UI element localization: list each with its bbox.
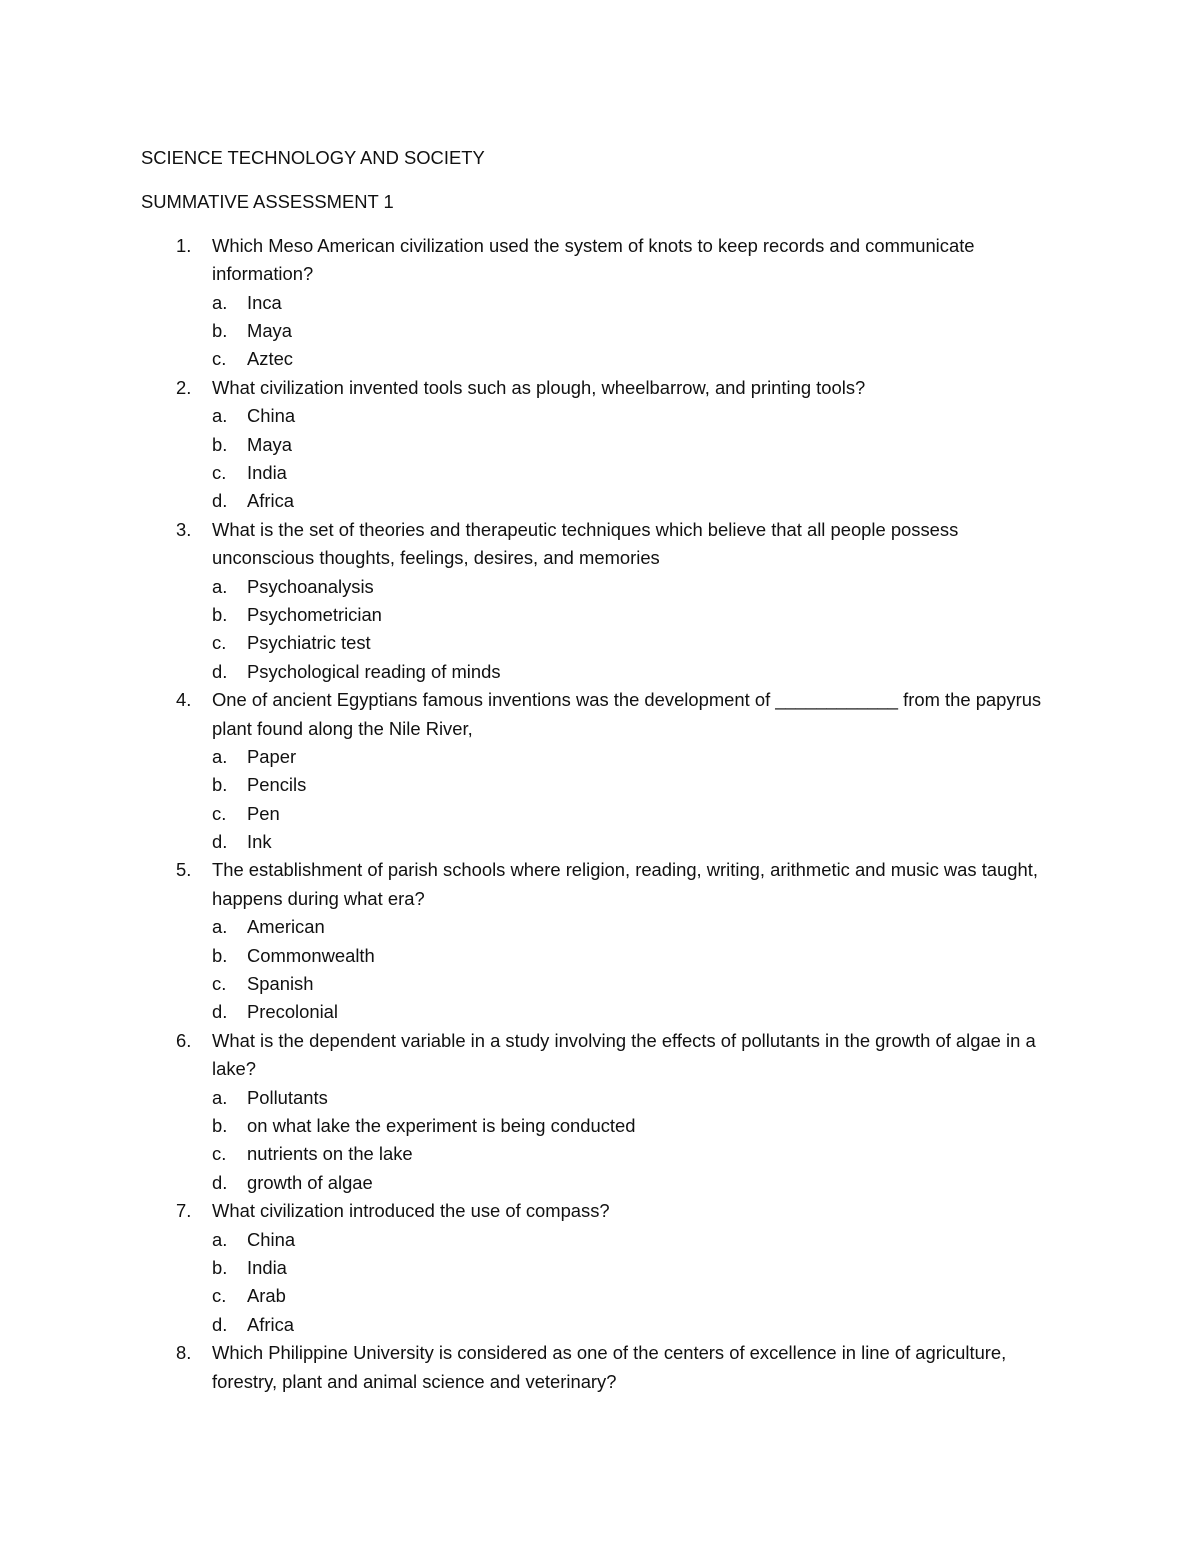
question-text: Which Philippine University is considered as one of the centers of excellence in line of agriculture, forestry, plant and animal science and veterinary?: [212, 1342, 1007, 1392]
choice-letter: c.: [212, 632, 227, 654]
choice-item: [212, 431, 1051, 459]
choice-text: nutrients on the lake: [247, 1143, 413, 1165]
choice-text: Pen: [247, 802, 280, 824]
choice-item: [212, 1112, 1051, 1140]
choice-letter: b.: [212, 433, 228, 455]
choice-text: Psychoanalysis: [247, 575, 374, 597]
question-number: 2.: [176, 376, 192, 398]
choice-letter: c.: [212, 973, 227, 995]
choice-text: Maya: [247, 433, 292, 455]
choice-letter: d.: [212, 1313, 228, 1335]
choice-item: [212, 573, 1051, 601]
choice-item: [212, 1226, 1051, 1254]
question-item: [141, 686, 1051, 856]
choice-letter: a.: [212, 1228, 228, 1250]
choice-item: [212, 1311, 1051, 1339]
choice-list: [212, 1084, 1051, 1198]
question-text: Which Meso American civilization used the system of knots to keep records and communicate information?: [212, 234, 975, 285]
question-item: [141, 1027, 1051, 1197]
choice-item: [212, 1084, 1051, 1112]
choice-item: [212, 998, 1051, 1026]
choice-text: Commonwealth: [247, 944, 375, 966]
question-item: [141, 374, 1051, 516]
choice-text: Inca: [247, 291, 282, 313]
choice-text: China: [247, 1228, 296, 1250]
choice-text: Maya: [247, 319, 292, 341]
choice-letter: b.: [212, 319, 228, 341]
choice-text: growth of algae: [247, 1171, 373, 1193]
choice-item: [212, 1282, 1051, 1310]
choice-text: Aztec: [247, 348, 293, 370]
choice-text: Precolonial: [247, 1001, 338, 1023]
choice-letter: c.: [212, 461, 227, 483]
question-number: 5.: [176, 859, 192, 881]
question-number: 4.: [176, 689, 192, 711]
question-number: 1.: [176, 234, 192, 256]
choice-list: [212, 913, 1051, 1027]
question-item: [141, 1197, 1051, 1339]
question-item: [141, 516, 1051, 686]
choice-text: Africa: [247, 1313, 295, 1335]
question-text: What civilization introduced the use of compass?: [212, 1200, 610, 1222]
document-title: SCIENCE TECHNOLOGY AND SOCIETY: [141, 147, 485, 168]
choice-item: [212, 1169, 1051, 1197]
choice-text: Psychological reading of minds: [247, 660, 501, 682]
choice-item: [212, 487, 1051, 515]
question-text: What civilization invented tools such as plough, wheelbarrow, and printing tools?: [212, 376, 866, 398]
document-subtitle: SUMMATIVE ASSESSMENT 1: [141, 191, 394, 213]
choice-letter: a.: [212, 291, 228, 313]
choice-item: [212, 828, 1051, 856]
question-number: 3.: [176, 518, 192, 540]
choice-text: Pollutants: [247, 1086, 328, 1108]
choice-text: Psychiatric test: [247, 632, 371, 654]
choice-letter: b.: [212, 774, 228, 796]
question-text: What is the set of theories and therapeutic techniques which believe that all people possess unconscious thoughts, feelings, desires, and memories: [212, 518, 959, 569]
choice-item: [212, 1254, 1051, 1282]
choice-item: [212, 289, 1051, 317]
choice-item: [212, 771, 1051, 799]
choice-text: on what lake the experiment is being conducted: [247, 1115, 636, 1137]
question-text: One of ancient Egyptians famous inventions was the development of ____________ from the papyrus plant found along the Nile River,: [212, 689, 1042, 739]
choice-list: [212, 743, 1051, 857]
choice-item: [212, 601, 1051, 629]
choice-item: [212, 317, 1051, 345]
choice-text: India: [247, 1257, 287, 1279]
choice-letter: b.: [212, 1257, 228, 1279]
question-item: [141, 856, 1051, 1026]
choice-text: China: [247, 405, 296, 427]
choice-text: Paper: [247, 745, 297, 767]
choice-item: [212, 1140, 1051, 1168]
choice-item: [212, 658, 1051, 686]
choice-item: [212, 942, 1051, 970]
choice-letter: d.: [212, 831, 228, 853]
choice-letter: d.: [212, 490, 228, 512]
choice-letter: b.: [212, 944, 228, 966]
choice-item: [212, 970, 1051, 998]
question-text: The establishment of parish schools where religion, reading, writing, arithmetic and music was taught, happens during what era?: [212, 859, 1038, 909]
choice-letter: d.: [212, 1001, 228, 1023]
choice-text: Pencils: [247, 774, 307, 796]
choice-item: [212, 913, 1051, 941]
choice-item: [212, 402, 1051, 430]
choice-item: [212, 800, 1051, 828]
choice-text: Psychometrician: [247, 603, 382, 625]
choice-letter: a.: [212, 575, 228, 597]
choice-letter: c.: [212, 348, 227, 370]
choice-letter: a.: [212, 1086, 228, 1108]
choice-text: Spanish: [247, 973, 314, 995]
question-list: [141, 232, 1051, 1396]
question-number: 8.: [176, 1342, 192, 1364]
question-item: [141, 1339, 1051, 1396]
choice-letter: d.: [212, 660, 228, 682]
question-item: [141, 232, 1051, 374]
choice-list: [212, 402, 1051, 516]
choice-item: [212, 459, 1051, 487]
choice-text: Ink: [247, 831, 272, 853]
choice-letter: a.: [212, 916, 228, 938]
choice-text: Arab: [247, 1285, 286, 1307]
choice-text: India: [247, 461, 287, 483]
choice-list: [212, 573, 1051, 687]
choice-letter: c.: [212, 1285, 227, 1307]
choice-letter: a.: [212, 745, 228, 767]
choice-item: [212, 743, 1051, 771]
choice-letter: a.: [212, 405, 228, 427]
choice-letter: c.: [212, 802, 227, 824]
choice-list: [212, 289, 1051, 374]
choice-text: Africa: [247, 490, 295, 512]
choice-text: American: [247, 916, 325, 938]
choice-list: [212, 1226, 1051, 1340]
question-number: 6.: [176, 1029, 192, 1051]
document-content: [141, 144, 1051, 1396]
choice-letter: d.: [212, 1171, 228, 1193]
choice-item: [212, 629, 1051, 657]
question-text: What is the dependent variable in a study involving the effects of pollutants in the growth of algae in a lake?: [212, 1029, 1036, 1080]
choice-letter: b.: [212, 1115, 228, 1137]
question-number: 7.: [176, 1200, 192, 1222]
choice-letter: b.: [212, 603, 228, 625]
choice-letter: c.: [212, 1143, 227, 1165]
choice-item: [212, 345, 1051, 373]
